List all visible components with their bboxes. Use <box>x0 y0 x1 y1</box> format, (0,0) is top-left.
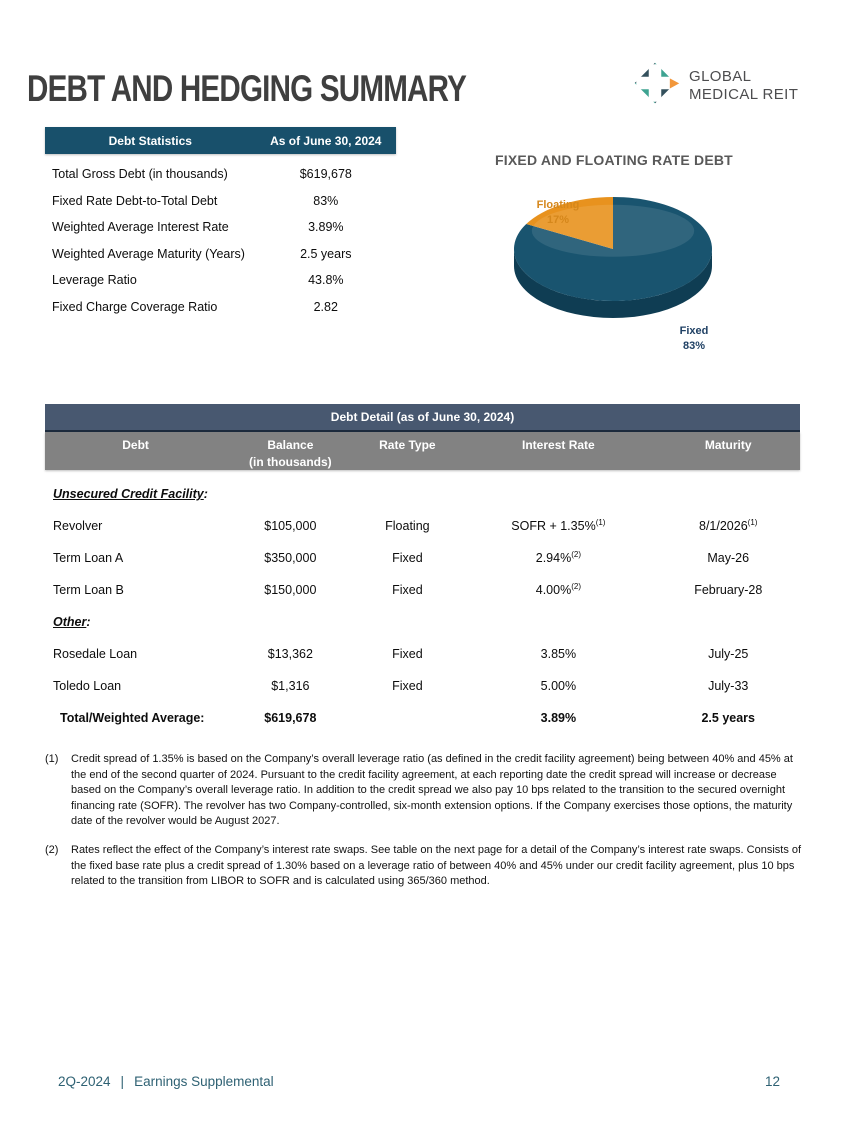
debt-statistics-body <box>45 154 396 320</box>
debt-balance: $105,000 <box>264 519 317 533</box>
page-title: DEBT AND HEDGING SUMMARY <box>27 68 467 109</box>
footnote-ref: (2) <box>571 581 581 591</box>
stat-value: 2.82 <box>313 299 338 314</box>
page-footer <box>58 1074 780 1089</box>
pie-label-fixed <box>644 324 744 354</box>
debt-rate-type: Fixed <box>392 551 423 565</box>
pie-label-floating-value: 17% <box>546 213 570 226</box>
debt-detail-column-headers <box>45 432 800 470</box>
debt-detail-body <box>45 470 800 734</box>
debt-row-total-weighted-average <box>45 702 800 734</box>
global-medical-reit-cross-icon <box>630 58 680 113</box>
debt-maturity: July-25 <box>708 647 749 661</box>
debt-name: Rosedale Loan <box>53 647 138 661</box>
pie-label-floating-name: Floating <box>536 199 580 211</box>
section-label: Unsecured Credit Facility <box>53 487 204 501</box>
stat-label: Fixed Charge Coverage Ratio <box>52 299 218 314</box>
debt-balance: $150,000 <box>264 583 317 597</box>
stat-label: Weighted Average Maturity (Years) <box>52 246 245 261</box>
debt-row-term-loan-a <box>45 542 800 574</box>
stat-label: Fixed Rate Debt-to-Total Debt <box>52 193 218 208</box>
stat-label: Leverage Ratio <box>52 273 137 288</box>
debt-balance: $350,000 <box>264 551 317 565</box>
stat-row <box>45 294 396 321</box>
stat-row <box>45 214 396 241</box>
debt-interest-rate: 3.85% <box>540 647 577 661</box>
stat-row <box>45 188 396 215</box>
col-header-balance <box>226 437 354 471</box>
debt-row-term-loan-b <box>45 574 800 606</box>
footnote-ref: (1) <box>747 517 758 527</box>
debt-detail-table <box>45 404 800 734</box>
debt-row-toledo-loan <box>45 670 800 702</box>
footnote-text: Rates reflect the effect of the Company’s interest rate swaps. See table on the next page for a detail of the Company’s interest rate swaps. Consists of the fixed base rate plus a credit spread of 1.30% based on a leverage ratio of between 40% and 45% under our credit facility agreement, plus 10 bps related to the transition from LIBOR to SOFR and is calculated using 365/360 method. <box>71 844 802 888</box>
pie-label-floating <box>508 198 608 228</box>
debt-rate-type: Fixed <box>392 583 423 597</box>
stat-row <box>45 161 396 188</box>
chart-title: FIXED AND FLOATING RATE DEBT <box>495 152 733 168</box>
stat-value: 3.89% <box>308 220 344 235</box>
total-interest-rate: 3.89% <box>540 711 577 725</box>
debt-maturity: May-26 <box>707 551 750 565</box>
section-row-other <box>45 606 800 638</box>
debt-interest-rate: SOFR + 1.35%$^{(1)}$ <box>511 517 606 533</box>
footer-left <box>58 1074 274 1089</box>
footnote-text: Credit spread of 1.35% is based on the Company’s overall leverage ratio (as defined in the credit facility agreement) being between 40% and 45% at the end of the second quarter of 2024. Pursuant to the credit facility agreement, at each reporting date the credit spread will increase or decrease based on the Company’s overall leverage ratio. In addition to the credit spread we also pay 10 bps related to the transition to the secured overnight financing rate (SOFR). The revolver has two Company-controlled, six-month extension options. If the Company exercises those options, the maturity date of the revolver would be August 2027. <box>71 753 793 828</box>
debt-interest-rate: 5.00% <box>540 679 577 693</box>
stat-row <box>45 267 396 294</box>
debt-maturity: July-33 <box>708 679 749 693</box>
debt-detail-title: Debt Detail (as of June 30, 2024) <box>45 404 800 432</box>
fixed-floating-pie-chart <box>468 152 760 352</box>
stats-header-date: As of June 30, 2024 <box>270 133 382 148</box>
col-header-balance-line1: Balance <box>267 438 314 452</box>
debt-interest-rate: 4.00%$^{(2)}$ <box>535 581 581 597</box>
page-number: 12 <box>764 1074 780 1089</box>
footnote-1 <box>45 752 807 830</box>
debt-rate-type: Fixed <box>392 679 423 693</box>
debt-row-rosedale-loan <box>45 638 800 670</box>
footer-quarter: 2Q-2024 <box>58 1074 111 1089</box>
footer-label: Earnings Supplemental <box>134 1074 274 1089</box>
section-colon: : <box>86 615 91 629</box>
stat-value: 83% <box>313 193 339 208</box>
total-label: Total/Weighted Average: <box>60 711 205 725</box>
col-header-maturity: Maturity <box>704 438 752 452</box>
stat-label: Weighted Average Interest Rate <box>52 220 229 235</box>
logo-line1: GLOBAL <box>689 67 752 85</box>
debt-statistics-header <box>45 127 396 154</box>
footnotes <box>45 752 807 903</box>
debt-balance: $13,362 <box>267 647 313 661</box>
footnote-marker: (1) <box>45 753 59 765</box>
section-row-unsecured-credit-facility <box>45 478 800 510</box>
pie-label-fixed-value: 83% <box>682 339 706 352</box>
logo-wordmark <box>689 68 798 103</box>
debt-rate-type: Fixed <box>392 647 423 661</box>
section-colon: : <box>203 487 208 501</box>
logo-line2: MEDICAL REIT <box>689 85 799 103</box>
footnote-marker: (2) <box>45 844 59 857</box>
footnote-ref: (1) <box>595 517 606 527</box>
col-header-balance-line2: (in thousands) <box>249 454 332 469</box>
debt-name: Term Loan B <box>53 583 124 597</box>
debt-row-revolver <box>45 510 800 542</box>
debt-statistics-table <box>45 127 396 320</box>
pie-label-fixed-name: Fixed <box>679 325 709 337</box>
stat-value: 2.5 years <box>300 246 352 261</box>
stat-value: $619,678 <box>299 167 352 182</box>
debt-balance: $1,316 <box>271 679 310 693</box>
stats-header-title: Debt Statistics <box>108 133 192 148</box>
stat-label: Total Gross Debt (in thousands) <box>52 167 228 182</box>
debt-name: Revolver <box>53 519 103 533</box>
debt-interest-rate: 2.94%$^{(2)}$ <box>535 549 581 565</box>
company-logo <box>630 58 798 113</box>
debt-name: Term Loan A <box>53 551 124 565</box>
pie-chart-canvas <box>468 174 760 352</box>
col-header-interest-rate: Interest Rate <box>522 438 595 452</box>
debt-name: Toledo Loan <box>53 679 122 693</box>
debt-rate-type: Floating <box>385 519 430 533</box>
col-header-rate-type: Rate Type <box>379 438 436 452</box>
stat-row <box>45 241 396 268</box>
footnote-ref: (2) <box>571 549 581 559</box>
footer-separator: | <box>120 1074 125 1089</box>
section-label: Other <box>53 615 87 629</box>
total-maturity: 2.5 years <box>701 711 755 725</box>
stat-value: 43.8% <box>308 273 344 288</box>
debt-maturity: 8/1/2026$^{(1)}$ <box>699 517 758 533</box>
footnote-2 <box>45 843 807 890</box>
debt-maturity: February-28 <box>694 583 763 597</box>
col-header-debt: Debt <box>122 438 149 452</box>
total-balance: $619,678 <box>264 711 317 725</box>
